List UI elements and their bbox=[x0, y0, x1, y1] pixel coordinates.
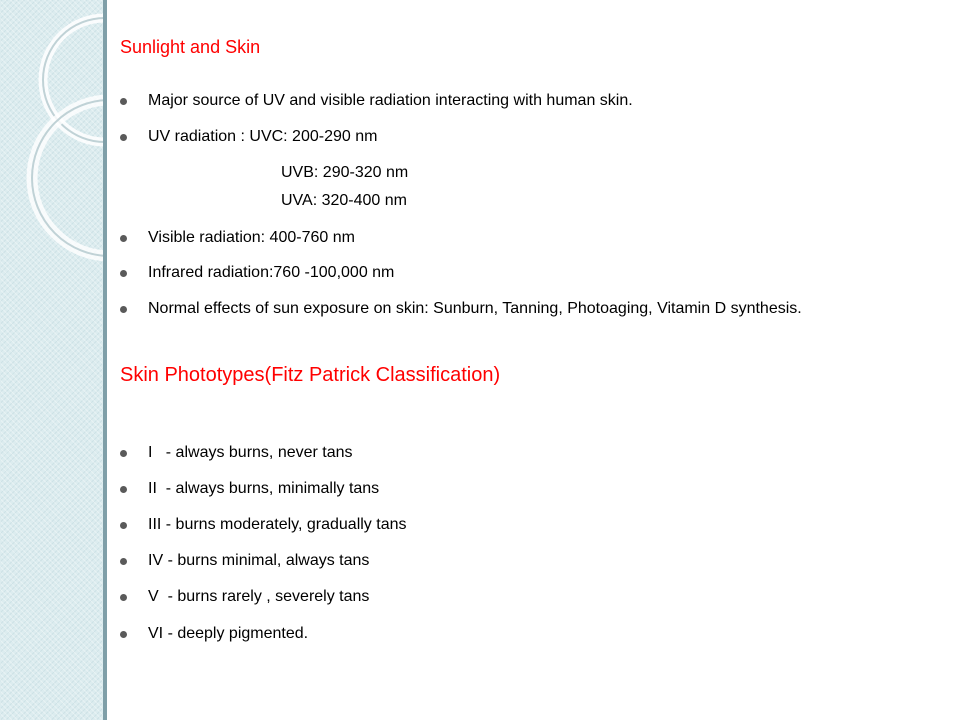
bullet-icon bbox=[120, 98, 127, 105]
bullet-icon bbox=[120, 134, 127, 141]
bullet-icon bbox=[120, 270, 127, 277]
side-panel-border bbox=[103, 0, 107, 720]
bullet-icon bbox=[120, 450, 127, 457]
list-item-text: VI - deeply pigmented. bbox=[148, 625, 309, 642]
list-item bbox=[120, 622, 868, 645]
list-item-text: Normal effects of sun exposure on skin: Sunburn, Tanning, Photoaging, Vitamin D synthesis. bbox=[148, 300, 802, 317]
list-item bbox=[120, 585, 868, 608]
list-item bbox=[120, 513, 868, 536]
bullet-icon bbox=[120, 631, 127, 638]
decorative-ring-lower-edge bbox=[32, 100, 107, 256]
list-item bbox=[120, 477, 868, 500]
section-title-sunlight: Sunlight and Skin bbox=[120, 37, 261, 57]
uvb-range: UVB: 290-320 nm bbox=[281, 164, 409, 181]
bullet-icon bbox=[120, 486, 127, 493]
list-item bbox=[120, 226, 868, 249]
bullet-icon bbox=[120, 306, 127, 313]
section-title-phototypes: Skin Phototypes(Fitz Patrick Classification) bbox=[120, 364, 501, 386]
bullet-icon bbox=[120, 235, 127, 242]
list-item-text: IV - burns minimal, always tans bbox=[148, 552, 370, 569]
decorative-rings bbox=[0, 0, 107, 320]
list-item bbox=[120, 549, 868, 572]
slide-content bbox=[120, 0, 940, 720]
list-item-text: Infrared radiation:760 -100,000 nm bbox=[148, 264, 395, 281]
list-item-text: V - burns rarely , severely tans bbox=[148, 588, 370, 605]
decorative-ring-lower bbox=[32, 100, 107, 256]
list-item bbox=[120, 89, 868, 112]
list-item bbox=[120, 125, 868, 148]
list-item-text: Visible radiation: 400-760 nm bbox=[148, 229, 355, 246]
list-item bbox=[120, 261, 868, 284]
list-item-text: II - always burns, minimally tans bbox=[148, 480, 380, 497]
list-item-text: Major source of UV and visible radiation interacting with human skin. bbox=[148, 92, 633, 109]
bullet-icon bbox=[120, 522, 127, 529]
list-item bbox=[120, 441, 868, 464]
uva-range: UVA: 320-400 nm bbox=[281, 192, 407, 209]
list-item-text: I - always burns, never tans bbox=[148, 444, 353, 461]
list-item-text: UV radiation : UVC: 200-290 nm bbox=[148, 128, 378, 145]
list-item bbox=[120, 297, 838, 320]
list-item-text: III - burns moderately, gradually tans bbox=[148, 516, 407, 533]
bullet-icon bbox=[120, 558, 127, 565]
bullet-icon bbox=[120, 594, 127, 601]
